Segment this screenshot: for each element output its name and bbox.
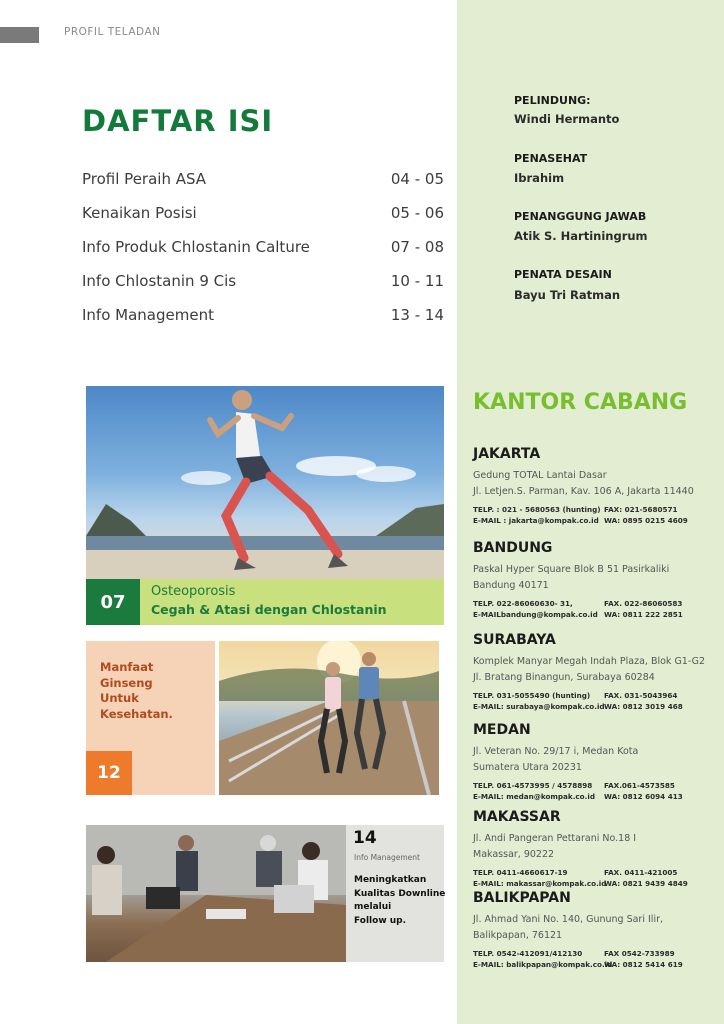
branch-contact	[473, 868, 713, 889]
toc-item-pages: 10 - 11	[390, 272, 444, 290]
article-number: 14	[353, 828, 377, 848]
meeting-illustration	[86, 825, 346, 962]
branch-city: MAKASSAR	[473, 809, 561, 825]
branch-city: SURABAYA	[473, 632, 556, 648]
address-line: Jl. Veteran No. 29/17 i, Medan Kota	[473, 746, 639, 757]
credit-name: Windi Hermanto	[514, 112, 620, 126]
branch-contact	[473, 599, 713, 620]
contact-phone: TELP. 0411-4660617-19	[473, 868, 568, 877]
contact-wa: WA: 0812 5414 619	[604, 959, 683, 969]
article-category: Info Management	[354, 853, 420, 862]
credit-role: PELINDUNG:	[514, 94, 591, 107]
meeting-photo	[86, 825, 346, 962]
address-line: Makassar, 90222	[473, 849, 555, 860]
address-line: Bandung 40171	[473, 580, 549, 591]
contact-phone: TELP. 022-86060630- 31,	[473, 599, 573, 608]
toc-item-title: Info Management	[82, 306, 214, 324]
branch-city: JAKARTA	[473, 446, 541, 462]
runner-photo	[86, 386, 444, 579]
article-category: Osteoporosis	[151, 584, 236, 599]
headline-line: Ginseng	[100, 675, 153, 690]
toc-item-pages: 13 - 14	[390, 306, 444, 324]
address-line: Jl. Bratang Binangun, Surabaya 60284	[473, 672, 655, 683]
toc-item-pages: 04 - 05	[390, 170, 444, 188]
toc-item-title: Profil Peraih ASA	[82, 170, 207, 188]
contact-phone: TELP. : 021 - 5680563 (hunting)	[473, 505, 601, 514]
article-headline[interactable]: Cegah & Atasi dengan Chlostanin	[151, 602, 387, 617]
address-line: Paskal Hyper Square Blok B 51 Pasirkaliki	[473, 564, 670, 575]
branch-address	[473, 654, 713, 686]
contact-fax: FAX. 022-86060583	[604, 599, 683, 608]
branch-address	[473, 912, 713, 944]
branch-address	[473, 744, 713, 776]
contact-fax: FAX: 021-5680571	[604, 505, 678, 514]
contact-phone: TELP. 061-4573995 / 4578898	[473, 781, 593, 790]
address-line: Balikpapan, 76121	[473, 930, 563, 941]
branch-office	[473, 890, 713, 970]
contact-wa: WA: 0812 6094 413	[604, 791, 683, 801]
branch-address	[473, 562, 713, 594]
contact-email: E-MAIL : jakarta@kompak.co.id	[473, 515, 599, 525]
headline-line: Follow up.	[354, 915, 407, 926]
contact-email: E-MAIL: makassar@kompak.co.id	[473, 878, 607, 888]
branch-address	[473, 831, 713, 863]
branch-city: BANDUNG	[473, 540, 553, 556]
branch-office	[473, 722, 713, 802]
toc-item[interactable]	[82, 170, 444, 192]
branch-contact	[473, 781, 713, 802]
article-number: 07	[86, 579, 140, 625]
branch-contact	[473, 949, 713, 970]
article-headline[interactable]	[100, 660, 173, 722]
address-line: Jl. Letjen.S. Parman, Kav. 106 A, Jakarta 11440	[473, 486, 694, 497]
contact-phone: TELP. 0542-412091/412130	[473, 949, 583, 958]
branch-city: BALIKPAPAN	[473, 890, 571, 906]
article-number: 12	[86, 751, 132, 795]
headline-line: melalui	[354, 902, 392, 912]
toc-title: DAFTAR ISI	[82, 104, 274, 138]
contact-wa: WA: 0895 0215 4609	[604, 515, 688, 525]
contact-email: E-MAIL: balikpapan@kompak.co.id	[473, 959, 613, 969]
section-label: PROFIL TELADAN	[64, 26, 161, 38]
toc-item-pages: 07 - 08	[390, 238, 444, 256]
contact-email: E-MAILbandung@kompak.co.id	[473, 609, 598, 619]
joggers-photo	[219, 641, 439, 795]
contact-wa: WA: 0811 222 2851	[604, 609, 683, 619]
branch-office	[473, 540, 713, 620]
contact-email: E-MAIL: medan@kompak.co.id	[473, 791, 595, 801]
contact-email: E-MAIL: surabaya@kompak.co.id	[473, 701, 605, 711]
contact-fax: FAX.061-4573585	[604, 781, 675, 790]
address-line: Jl. Ahmad Yani No. 140, Gunung Sari Ilir,	[473, 914, 664, 925]
branch-contact	[473, 691, 713, 712]
branch-contact	[473, 505, 713, 526]
toc-item-title: Info Produk Chlostanin Calture	[82, 238, 310, 256]
toc-item[interactable]	[82, 238, 444, 260]
toc-item[interactable]	[82, 272, 444, 294]
address-line: Komplek Manyar Megah Indah Plaza, Blok G1-G2	[473, 656, 706, 667]
toc-item-title: Kenaikan Posisi	[82, 204, 197, 222]
branch-offices-title: KANTOR CABANG	[473, 390, 688, 415]
branch-city: MEDAN	[473, 722, 531, 738]
credit-role: PENASEHAT	[514, 152, 588, 165]
contact-fax: FAX 0542-733989	[604, 949, 675, 958]
toc-item[interactable]	[82, 204, 444, 226]
contact-fax: FAX. 0411-421005	[604, 868, 678, 877]
contact-wa: WA: 0821 9439 4849	[604, 878, 688, 888]
credit-name: Atik S. Hartiningrum	[514, 229, 648, 243]
credit-name: Ibrahim	[514, 171, 565, 185]
address-line: Gedung TOTAL Lantai Dasar	[473, 470, 607, 481]
address-line: Jl. Andi Pangeran Pettarani No.18 I	[473, 833, 637, 844]
section-marker	[0, 27, 39, 43]
branch-office	[473, 809, 713, 889]
toc-item-title: Info Chlostanin 9 Cis	[82, 272, 237, 290]
article-headline[interactable]	[354, 874, 445, 928]
address-line: Sumatera Utara 20231	[473, 762, 582, 773]
contact-wa: WA: 0812 3019 468	[604, 701, 683, 711]
runner-illustration	[86, 386, 444, 579]
contact-phone: TELP. 031-5055490 (hunting)	[473, 691, 591, 700]
headline-line: Kesehatan.	[100, 706, 173, 721]
branch-address	[473, 468, 713, 500]
toc-item-pages: 05 - 06	[390, 204, 444, 222]
credit-role: PENANGGUNG JAWAB	[514, 210, 647, 223]
branch-office	[473, 632, 713, 712]
headline-line: Untuk	[100, 691, 139, 705]
headline-line: Manfaat	[100, 660, 154, 674]
branch-office	[473, 446, 713, 526]
headline-line: Kualitas Downline	[354, 888, 446, 899]
joggers-illustration	[219, 641, 439, 795]
credit-name: Bayu Tri Ratman	[514, 288, 621, 302]
contact-fax: FAX. 031-5043964	[604, 691, 678, 700]
toc-item[interactable]	[82, 306, 444, 328]
headline-line: Meningkatkan	[354, 875, 427, 885]
credit-role: PENATA DESAIN	[514, 268, 612, 281]
